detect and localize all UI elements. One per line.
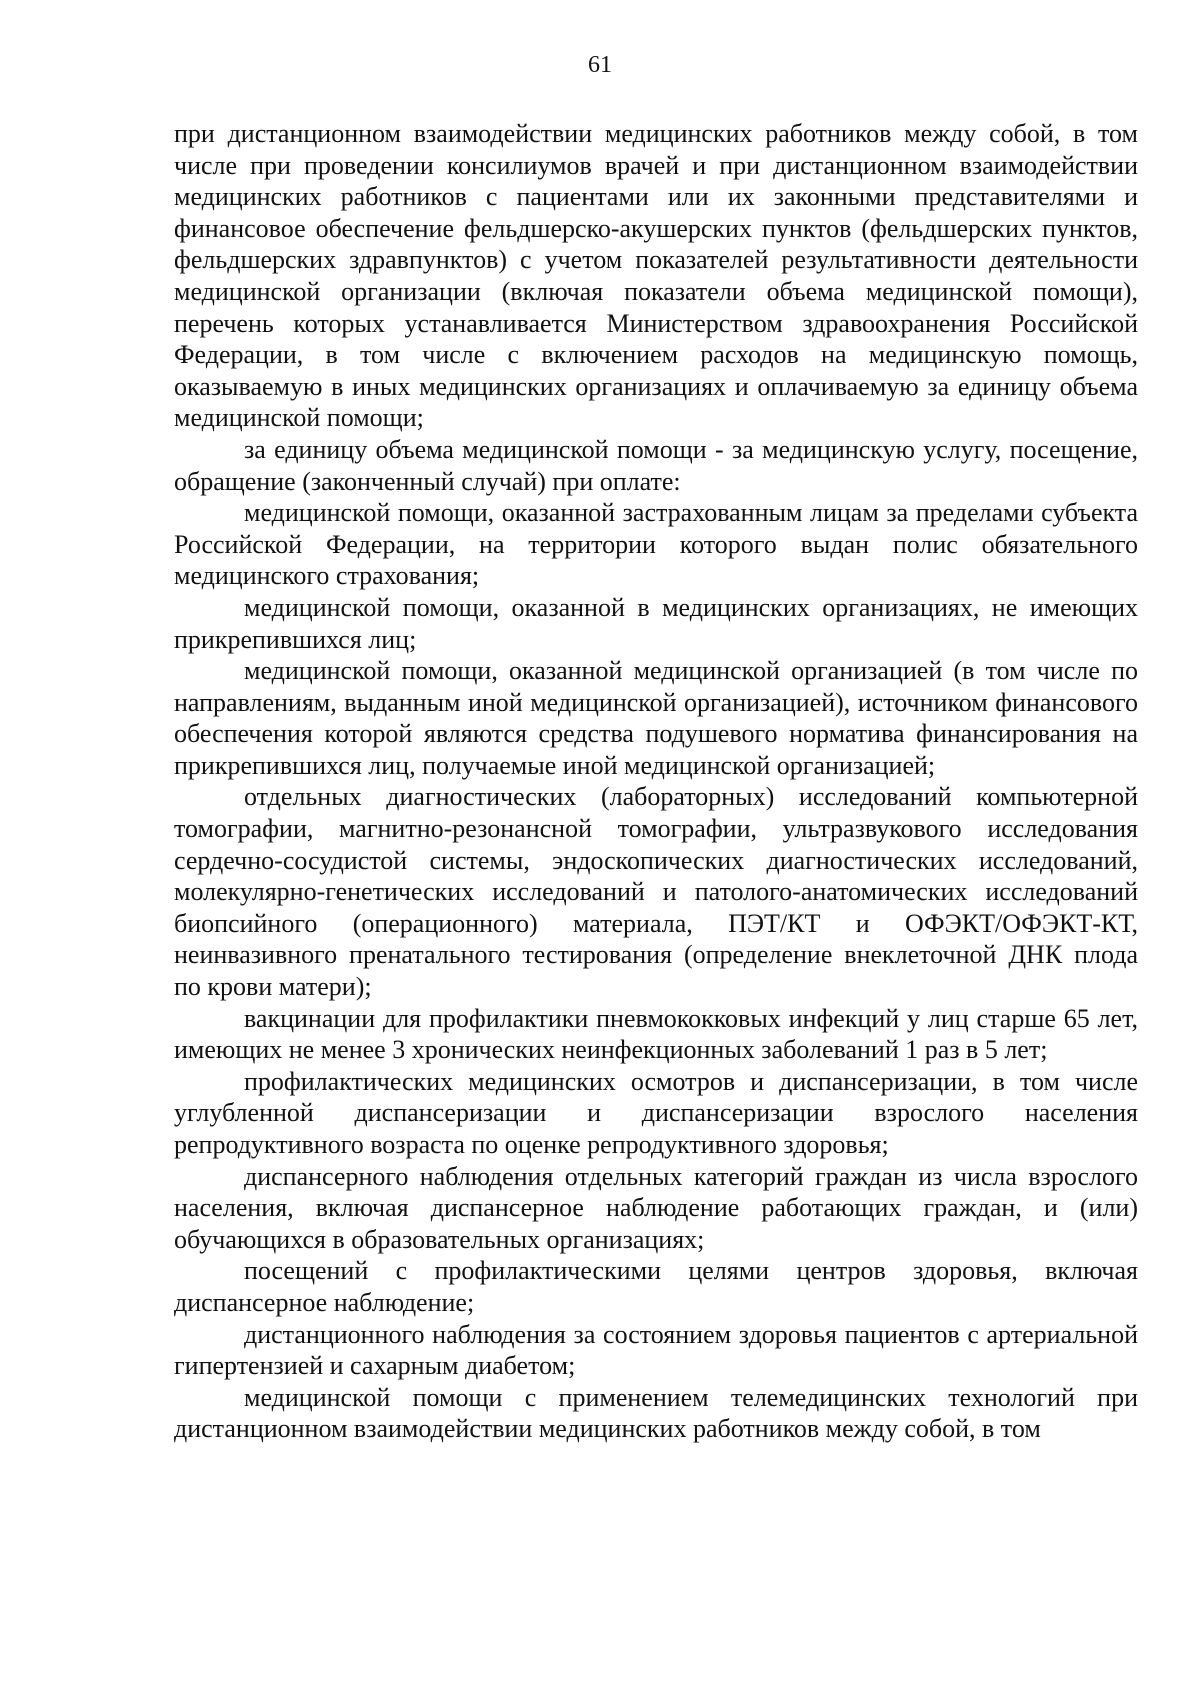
paragraph-telemedicine: медицинской помощи с применением телемедицинских технологий при дистанционном взаимодействии медицинских работников между собой, в том (174, 1382, 1138, 1444)
paragraph-health-centers: посещений с профилактическими целями центров здоровья, включая диспансерное наблюдение; (174, 1256, 1138, 1317)
paragraph-continuation: при дистанционном взаимодействии медицинских работников между собой, в том числе при проведении консилиумов врачей и при дистанционном взаимодействии медицинских работников с пациентами или их законными представителями и финансовое обеспечение фельдшерско-акушерских пунктов (фельдшерских пунктов, фельдшерских здравпунктов) с учетом показателей результативности деятельности медицинской организации (включая показатели объема медицинской помощи), перечень которых устанавливается Министерством здравоохранения Российской Федерации, в том числе с включением расходов на медицинскую помощь, оказываемую в иных медицинских организациях и оплачиваемую за единицу объема медицинской помощи; (174, 119, 1138, 433)
paragraph-pneumococcal-vaccination: вакцинации для профилактики пневмококковых инфекций у лиц старше 65 лет, имеющих не менее 3 хронических неинфекционных заболеваний 1 раз в 5 лет; (174, 1003, 1138, 1065)
paragraph-referral-care: медицинской помощи, оказанной медицинской организацией (в том числе по направлениям, выданным иной медицинской организацией), источником финансового обеспечения которой являются средства подушевого норматива финансирования на прикрепившихся лиц, получаемые иной медицинской организацией; (174, 656, 1138, 780)
paragraph-payment-unit-intro: за единицу объема медицинской помощи - за медицинскую услугу, посещение, обращение (законченный случай) при оплате: (174, 434, 1138, 496)
document-body (174, 118, 1138, 1445)
paragraph-remote-monitoring: дистанционного наблюдения за состоянием здоровья пациентов с артериальной гипертензией и сахарным диабетом; (174, 1319, 1138, 1381)
paragraph-no-attached-persons: медицинской помощи, оказанной в медицинских организациях, не имеющих прикрепившихся лиц; (174, 592, 1138, 654)
paragraph-out-of-region-care: медицинской помощи, оказанной застрахованным лицам за пределами субъекта Российской Федерации, на территории которого выдан полис обязательного медицинского страхования; (174, 498, 1138, 591)
paragraph-diagnostic-studies: отдельных диагностических (лабораторных) исследований компьютерной томографии, магнитно-резонансной томографии, ультразвукового исследования сердечно-сосудистой системы, эндоскопических диагностических исследований, молекулярно-генетических исследований и патолого-анатомических исследований биопсийного (операционного) материала, ПЭТ/КТ и ОФЭКТ/ОФЭКТ-КТ, неинвазивного пренатального тестирования (определение внеклеточной ДНК плода по крови матери); (174, 782, 1138, 1002)
page-number: 61 (588, 52, 612, 78)
paragraph-dispensary-observation: диспансерного наблюдения отдельных категорий граждан из числа взрослого населения, включая диспансерное наблюдение работающих граждан, и (или) обучающихся в образовательных организациях; (174, 1161, 1138, 1254)
paragraph-preventive-examinations: профилактических медицинских осмотров и диспансеризации, в том числе углубленной диспансеризации и диспансеризации взрослого населения репродуктивного возраста по оценке репродуктивного здоровья; (174, 1066, 1138, 1159)
